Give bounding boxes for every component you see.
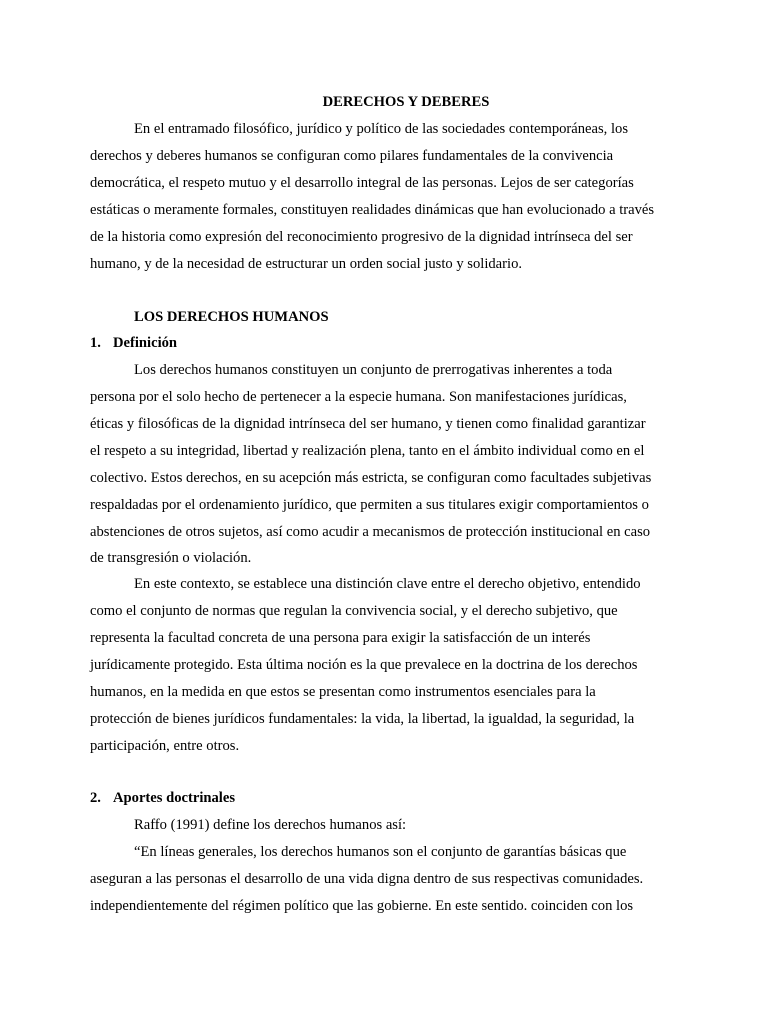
quote-line: aseguran a las personas el desarrollo de una vida digna dentro de sus respectivas comunidades. <box>90 871 644 887</box>
paragraph-line: En este contexto, se establece una distinción clave entre el derecho objetivo, entendido <box>134 576 641 592</box>
quote-line: “En líneas generales, los derechos humanos son el conjunto de garantías básicas que <box>134 844 627 860</box>
intro-line: humano, y de la necesidad de estructurar un orden social justo y solidario. <box>90 256 523 272</box>
section-heading: LOS DERECHOS HUMANOS <box>134 309 329 325</box>
intro-line: derechos y deberes humanos se configuran como pilares fundamentales de la convivencia <box>90 148 614 164</box>
paragraph-line: Raffo (1991) define los derechos humanos así: <box>134 817 407 833</box>
subsection-number: 2. <box>90 790 101 806</box>
paragraph-line: abstenciones de otros sujetos, así como acudir a mecanismos de protección institucional en caso <box>90 524 651 540</box>
document-title: DERECHOS Y DEBERES <box>322 94 490 110</box>
quote-line: independientemente del régimen político que las gobierne. En este sentido. coinciden con los <box>90 898 634 914</box>
paragraph-line: jurídicamente protegido. Esta última noción es la que prevalece en la doctrina de los derechos <box>90 657 638 673</box>
paragraph-line: protección de bienes jurídicos fundamentales: la vida, la libertad, la igualdad, la seguridad, la <box>90 711 635 727</box>
subsection-number: 1. <box>90 335 101 351</box>
paragraph-line: participación, entre otros. <box>90 738 240 754</box>
subsection-title: Definición <box>113 335 178 351</box>
paragraph-line: humanos, en la medida en que estos se presentan como instrumentos esenciales para la <box>90 684 596 700</box>
intro-line: En el entramado filosófico, jurídico y político de las sociedades contemporáneas, los <box>134 121 629 137</box>
intro-line: de la historia como expresión del reconocimiento progresivo de la dignidad intrínseca del ser <box>90 229 633 245</box>
paragraph-line: de transgresión o violación. <box>90 550 252 566</box>
paragraph-line: como el conjunto de normas que regulan la convivencia social, y el derecho subjetivo, que <box>90 603 618 619</box>
paragraph-line: éticas y filosóficas de la dignidad intrínseca del ser humano, y tienen como finalidad garantizar <box>90 416 646 432</box>
paragraph-line: colectivo. Estos derechos, en su acepción más estricta, se configuran como facultades subjetivas <box>90 470 652 486</box>
paragraph-line: persona por el solo hecho de pertenecer a la especie humana. Son manifestaciones jurídicas, <box>90 389 627 405</box>
paragraph-line: Los derechos humanos constituyen un conjunto de prerrogativas inherentes a toda <box>134 362 613 378</box>
paragraph-line: el respeto a su integridad, libertad y realización plena, tanto en el ámbito individual como en el <box>90 443 645 459</box>
intro-line: democrática, el respeto mutuo y el desarrollo integral de las personas. Lejos de ser categorías <box>90 175 634 191</box>
intro-line: estáticas o meramente formales, constituyen realidades dinámicas que han evolucionado a través <box>90 202 655 218</box>
paragraph-line: respaldadas por el ordenamiento jurídico, que permiten a sus titulares exigir comportamientos o <box>90 497 649 513</box>
subsection-heading-definicion <box>90 335 177 352</box>
subsection-title: Aportes doctrinales <box>113 790 236 806</box>
paragraph-line: representa la facultad concreta de una persona para exigir la satisfacción de un interés <box>90 630 591 646</box>
subsection-heading-aportes <box>90 790 235 807</box>
